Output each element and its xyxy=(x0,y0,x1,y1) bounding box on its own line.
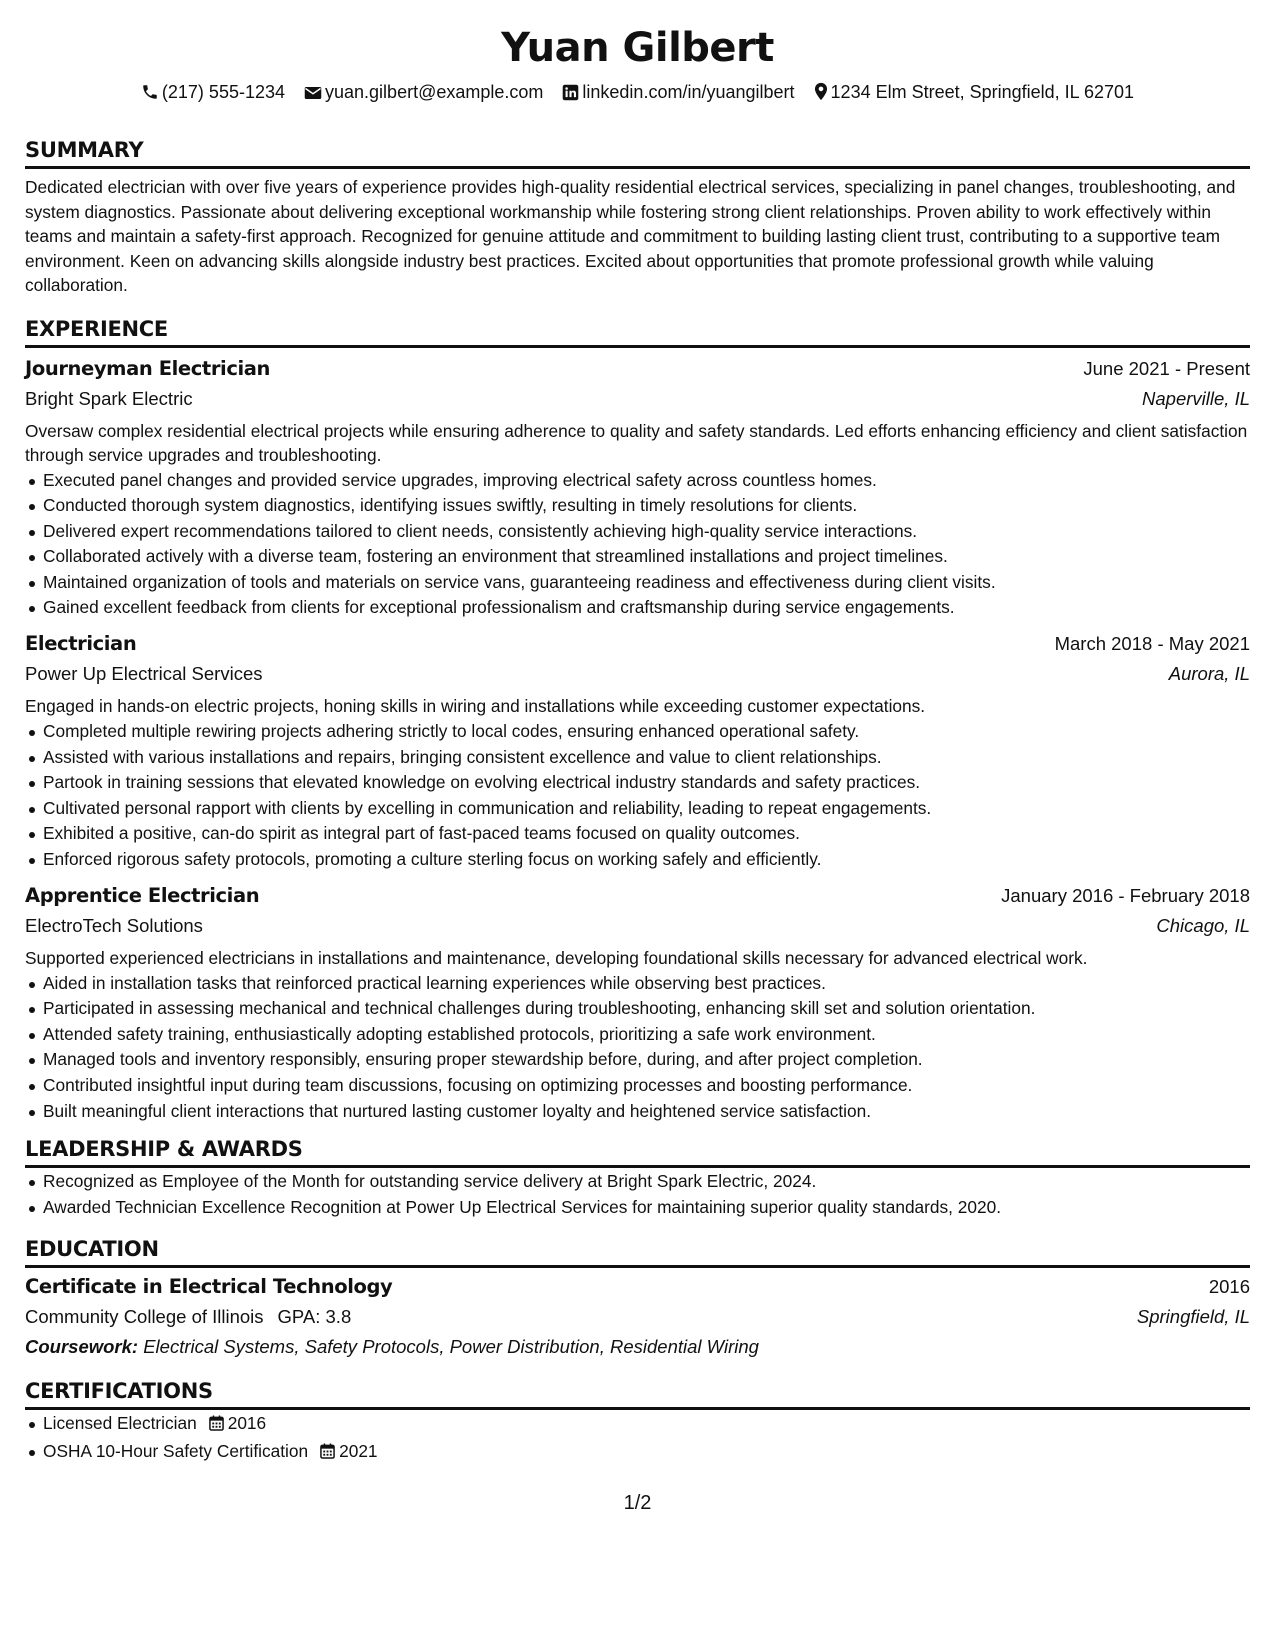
page-number: 1/2 xyxy=(623,1492,652,1514)
list-item: Maintained organization of tools and materials on service vans, guaranteeing readiness and effectiveness during client visits. xyxy=(43,570,1250,596)
degree-title: Certificate in Electrical Technology xyxy=(25,1275,393,1299)
envelope-icon xyxy=(304,83,322,107)
list-item: Attended safety training, enthusiastically adopting established protocols, prioritizing a safe work environment. xyxy=(43,1022,1250,1048)
list-item: Delivered expert recommendations tailored to client needs, consistently achieving high-quality service interactions. xyxy=(43,519,1250,545)
summary-heading: SUMMARY xyxy=(25,137,1250,169)
job-description: Engaged in hands-on electric projects, honing skills in wiring and installations while exceeding customer expectations. xyxy=(25,696,926,717)
list-item: Conducted thorough system diagnostics, identifying issues swiftly, resulting in timely resolutions for clients. xyxy=(43,493,1250,519)
candidate-name: Yuan Gilbert xyxy=(501,25,774,71)
list-item: Participated in assessing mechanical and technical challenges during troubleshooting, enhancing skill set and solution orientation. xyxy=(43,996,1250,1022)
list-item: Gained excellent feedback from clients for exceptional professionalism and craftsmanship during service engagements. xyxy=(43,595,1250,621)
list-item: Cultivated personal rapport with clients by excelling in communication and reliability, leading to repeat engagements. xyxy=(43,796,1250,822)
contact-address xyxy=(814,80,1135,107)
experience-heading: EXPERIENCE xyxy=(25,316,1250,348)
contact-email[interactable] xyxy=(304,80,543,107)
list-item: Completed multiple rewiring projects adhering strictly to local codes, ensuring enhanced operational safety. xyxy=(43,719,1250,745)
experience-entry xyxy=(25,881,1250,1125)
list-item: Executed panel changes and provided service upgrades, improving electrical safety across countless homes. xyxy=(43,468,1250,494)
list-item: Aided in installation tasks that reinforced practical learning experiences while observing best practices. xyxy=(43,971,1250,997)
linkedin-icon xyxy=(562,83,579,107)
job-description: Oversaw complex residential electrical projects while ensuring adherence to quality and safety standards. Led efforts enhancing efficiency and client satisfaction through service upgrades and troubleshooting. xyxy=(25,420,1248,465)
graduation-year: 2016 xyxy=(1208,1276,1250,1298)
school-line xyxy=(25,1302,351,1332)
list-item: Collaborated actively with a diverse team, fostering an environment that streamlined installations and project timelines. xyxy=(43,544,1250,570)
job-bullets xyxy=(25,971,1250,1125)
contact-linkedin[interactable] xyxy=(562,80,794,107)
experience-entry xyxy=(25,354,1250,622)
school-name: Community College of Illinois xyxy=(25,1306,264,1328)
phone-text: (217) 555-1234 xyxy=(161,82,285,102)
job-location: Naperville, IL xyxy=(1142,387,1250,409)
coursework-list: Electrical Systems, Safety Protocols, Power Distribution, Residential Wiring xyxy=(143,1336,759,1358)
list-item xyxy=(43,1411,1250,1439)
list-item xyxy=(43,1439,1250,1467)
company-name: Bright Spark Electric xyxy=(25,387,193,409)
list-item: Contributed insightful input during team discussions, focusing on optimizing processes and boosting performance. xyxy=(43,1073,1250,1099)
certification-year: 2016 xyxy=(227,1413,267,1434)
education-heading: EDUCATION xyxy=(25,1236,1250,1268)
job-title: Journeyman Electrician xyxy=(25,356,271,380)
certifications-heading: CERTIFICATIONS xyxy=(25,1378,1250,1410)
job-dates: June 2021 - Present xyxy=(1083,357,1250,379)
coursework-label: Coursework: xyxy=(25,1336,139,1358)
certification-year: 2021 xyxy=(339,1440,378,1461)
job-location: Chicago, IL xyxy=(1156,914,1250,936)
phone-icon xyxy=(141,83,159,107)
job-dates: January 2016 - February 2018 xyxy=(1001,884,1250,906)
list-item: Awarded Technician Excellence Recognition at Power Up Electrical Services for maintaining superior quality standards, 2020. xyxy=(43,1195,1250,1221)
job-title: Electrician xyxy=(25,632,137,656)
job-dates: March 2018 - May 2021 xyxy=(1054,633,1250,655)
address-text: 1234 Elm Street, Springfield, IL 62701 xyxy=(830,82,1135,102)
job-description: Supported experienced electricians in installations and maintenance, developing foundational skills necessary for advanced electrical work. xyxy=(25,947,1088,968)
job-location: Aurora, IL xyxy=(1168,663,1250,685)
list-item: Built meaningful client interactions that nurtured lasting customer loyalty and heightened service satisfaction. xyxy=(43,1099,1250,1125)
job-bullets xyxy=(25,468,1250,622)
school-location: Springfield, IL xyxy=(1136,1306,1250,1328)
certifications-list xyxy=(25,1411,1250,1466)
resume-page xyxy=(25,0,1250,1467)
leadership-list xyxy=(25,1169,1250,1220)
list-item: Exhibited a positive, can-do spirit as integral part of fast-paced teams focused on quality outcomes. xyxy=(43,821,1250,847)
certification-name: Licensed Electrician xyxy=(43,1413,197,1434)
list-item: Managed tools and inventory responsibly, ensuring proper stewardship before, during, and after project completion. xyxy=(43,1047,1250,1073)
summary-text: Dedicated electrician with over five years of experience provides high-quality residential electrical services, specializing in panel changes, troubleshooting, and system diagnostics. Passionate about delivering exceptional workmanship while fostering strong client relationships. Proven ability to work effectively within teams and maintain a safety-first approach. Recognized for genuine attitude and commitment to building lasting client trust, contributing to a supportive team environment. Keen on advancing skills alongside industry best practices. Excited about opportunities that promote professional growth while valuing collaboration. xyxy=(25,177,1236,295)
certification-name: OSHA 10-Hour Safety Certification xyxy=(43,1440,309,1461)
contact-line xyxy=(25,80,1250,107)
job-title: Apprentice Electrician xyxy=(25,883,260,907)
coursework-line xyxy=(25,1332,1250,1362)
map-marker-icon xyxy=(814,82,828,107)
calendar-icon xyxy=(320,1441,335,1467)
leadership-heading: LEADERSHIP & AWARDS xyxy=(25,1136,1250,1168)
list-item: Enforced rigorous safety protocols, promoting a culture sterling focus on working safely and efficiently. xyxy=(43,847,1250,873)
company-name: Power Up Electrical Services xyxy=(25,663,263,685)
education-entry xyxy=(25,1272,1250,1362)
list-item: Assisted with various installations and repairs, bringing consistent excellence and value to client relationships. xyxy=(43,745,1250,771)
company-name: ElectroTech Solutions xyxy=(25,914,203,936)
experience-entry xyxy=(25,629,1250,873)
calendar-icon xyxy=(209,1413,224,1439)
contact-phone xyxy=(141,80,285,107)
list-item: Recognized as Employee of the Month for outstanding service delivery at Bright Spark Electric, 2024. xyxy=(43,1169,1250,1195)
job-bullets xyxy=(25,719,1250,873)
list-item: Partook in training sessions that elevated knowledge on evolving electrical industry standards and safety practices. xyxy=(43,770,1250,796)
email-text: yuan.gilbert@example.com xyxy=(325,82,544,102)
gpa: GPA: 3.8 xyxy=(277,1306,352,1328)
linkedin-text: linkedin.com/in/yuangilbert xyxy=(582,82,795,102)
